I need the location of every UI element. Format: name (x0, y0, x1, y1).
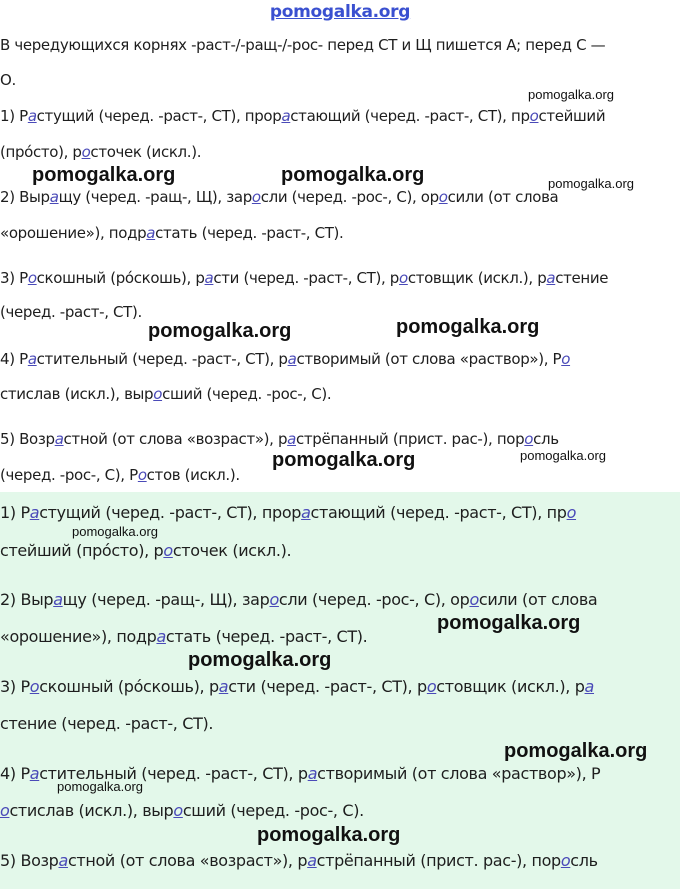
top-item-3-line-1: 3) Роскошный (рóскошь), расти (черед. -раст-, СТ), ростовщик (искл.), растение (0, 269, 609, 287)
watermark: pomogalka.org (32, 164, 176, 186)
bottom-item-4-line-2: остислав (искл.), выросший (черед. -рос-, С). (0, 801, 364, 820)
watermark: pomogalka.org (437, 612, 581, 634)
watermark: pomogalka.org (281, 164, 425, 186)
top-item-5-line-1: 5) Возрастной (от слова «возраст»), растрёпанный (прист. рас-), поросль (0, 430, 559, 448)
bottom-item-3-line-2: стение (черед. -раст-, СТ). (0, 714, 214, 733)
top-item-2-line-1: 2) Выращу (черед. -ращ-, Щ), заросли (черед. -рос-, С), оросили (от слова (0, 188, 559, 206)
top-item-5-line-2: (черед. -рос-, С), Ростов (искл.). (0, 466, 240, 484)
bottom-item-2-line-2: «орошение»), подрастать (черед. -раст-, СТ). (0, 627, 368, 646)
top-item-4-line-1: 4) Растительный (черед. -раст-, СТ), растворимый (от слова «раствор»), Ро (0, 350, 571, 368)
watermark: pomogalka.org (148, 320, 292, 342)
top-item-3-line-2: (черед. -раст-, СТ). (0, 303, 142, 321)
watermark: pomogalka.org (504, 740, 648, 762)
watermark: pomogalka.org (257, 824, 401, 846)
bottom-item-1-line-2: стейший (прóсто), росточек (искл.). (0, 541, 292, 560)
bottom-item-5-line-1: 5) Возрастной (от слова «возраст»), растрёпанный (прист. рас-), поросль (0, 851, 598, 870)
watermark: pomogalka.org (396, 316, 540, 338)
bottom-item-2-line-1: 2) Выращу (черед. -ращ-, Щ), заросли (черед. -рос-, С), оросили (от слова (0, 590, 598, 609)
top-item-1-line-2: (прóсто), росточек (искл.). (0, 143, 202, 161)
site-logo-link[interactable]: pomogalka.org (269, 2, 411, 22)
top-item-1-line-1: 1) Растущий (черед. -раст-, СТ), пpорастающий (черед. -раст-, СТ), простейший (0, 107, 606, 125)
top-item-4-line-2: стислав (искл.), выросший (черед. -рос-, С). (0, 385, 332, 403)
top-item-2-line-2: «орошение»), подрастать (черед. -раст-, СТ). (0, 224, 344, 242)
watermark: pomogalka.org (57, 779, 143, 794)
intro-line-2: О. (0, 71, 16, 89)
watermark: pomogalka.org (548, 176, 634, 191)
bottom-item-3-line-1: 3) Роскошный (рóскошь), расти (черед. -раст-, СТ), ростовщик (искл.), ра (0, 677, 595, 696)
bottom-item-4-line-1: 4) Растительный (черед. -раст-, СТ), растворимый (от слова «раствор»), Р (0, 764, 601, 783)
watermark: pomogalka.org (188, 649, 332, 671)
bottom-item-1-line-1: 1) Растущий (черед. -раст-, СТ), пpорастающий (черед. -раст-, СТ), про (0, 503, 577, 522)
watermark: pomogalka.org (72, 524, 158, 539)
intro-line-1: В чередующихся корнях -раст-/-ращ-/-рос- перед СТ и Щ пишется А; перед С — (0, 36, 606, 54)
watermark: pomogalka.org (272, 449, 416, 471)
watermark: pomogalka.org (528, 87, 614, 102)
watermark: pomogalka.org (520, 448, 606, 463)
